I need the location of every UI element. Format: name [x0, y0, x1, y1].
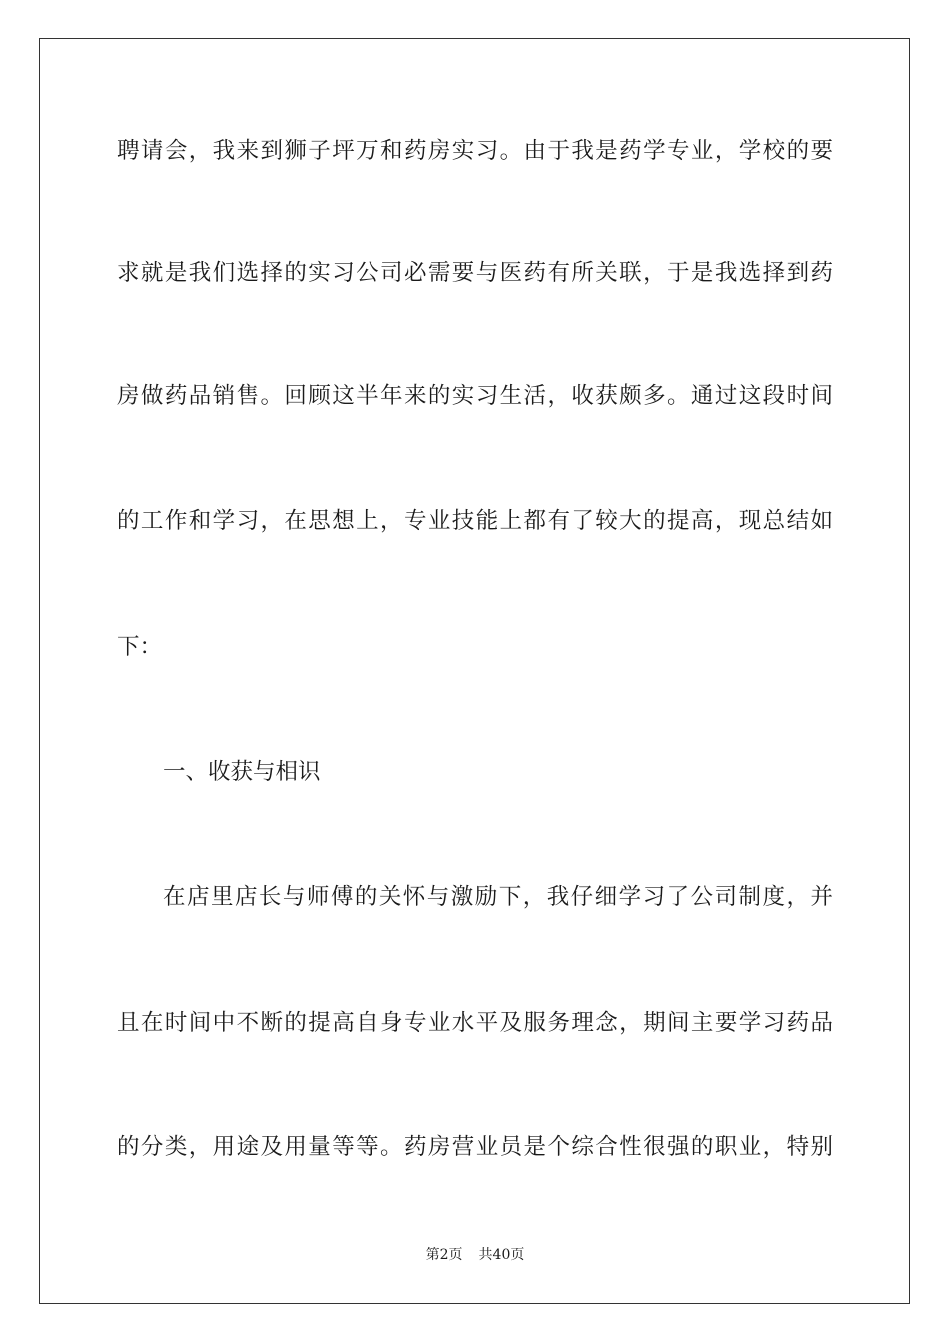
- body-line-1: 聘请会，我来到狮子坪万和药房实习。由于我是药学专业，学校的要: [117, 138, 833, 164]
- section-heading: 一、收获与相识: [163, 759, 321, 785]
- body-line-2: 求就是我们选择的实习公司必需要与医药有所关联，于是我选择到药: [117, 260, 833, 286]
- body-line-3: 房做药品销售。回顾这半年来的实习生活，收获颇多。通过这段时间: [117, 383, 833, 409]
- page-number: 第2页: [425, 1247, 463, 1263]
- body-line-7: 在店里店长与师傅的关怀与激励下，我仔细学习了公司制度，并: [163, 884, 833, 910]
- body-line-5: 下：: [117, 634, 163, 660]
- page-total: 共40页: [478, 1247, 525, 1263]
- body-line-9: 的分类，用途及用量等等。药房营业员是个综合性很强的职业，特别: [117, 1134, 833, 1160]
- page-border: [39, 38, 910, 1304]
- body-line-8: 且在时间中不断的提高自身专业水平及服务理念，期间主要学习药品: [117, 1010, 833, 1036]
- page-footer: [0, 1246, 950, 1264]
- body-line-4: 的工作和学习，在思想上，专业技能上都有了较大的提高，现总结如: [117, 508, 833, 534]
